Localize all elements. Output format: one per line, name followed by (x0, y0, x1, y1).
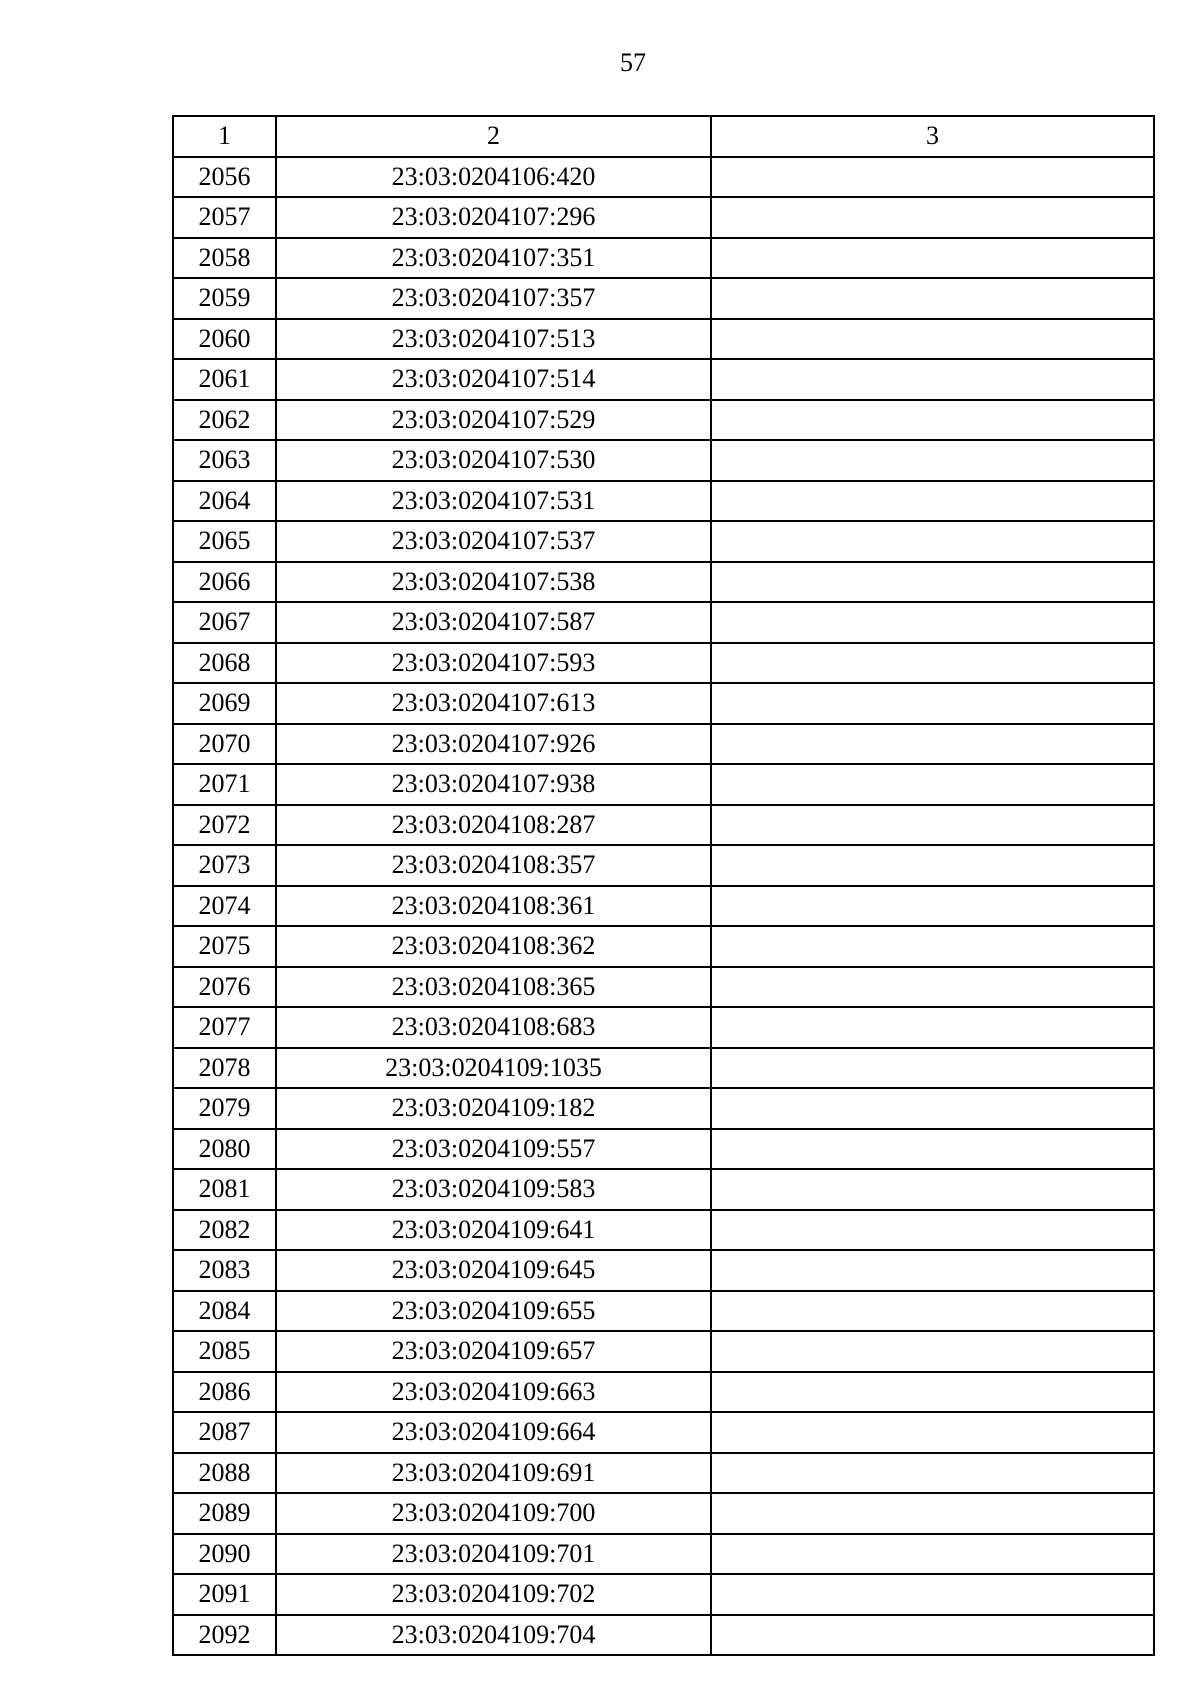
table-row (173, 197, 1154, 238)
table-body (173, 157, 1154, 1656)
note-cell (711, 238, 1154, 279)
row-number-cell: 2080 (173, 1129, 276, 1170)
table-row (173, 1412, 1154, 1453)
cadastral-number-cell: 23:03:0204109:657 (276, 1331, 711, 1372)
note-cell (711, 1331, 1154, 1372)
cadastral-number-cell: 23:03:0204109:182 (276, 1088, 711, 1129)
row-number-cell: 2075 (173, 926, 276, 967)
note-cell (711, 400, 1154, 441)
header-cell-col-3: 3 (711, 116, 1154, 157)
row-number-cell: 2081 (173, 1169, 276, 1210)
note-cell (711, 805, 1154, 846)
note-cell (711, 157, 1154, 198)
note-cell (711, 1210, 1154, 1251)
table-row (173, 1210, 1154, 1251)
row-number-cell: 2066 (173, 562, 276, 603)
row-number-cell: 2090 (173, 1534, 276, 1575)
table-row (173, 1048, 1154, 1089)
cadastral-number-cell: 23:03:0204109:691 (276, 1453, 711, 1494)
table-row (173, 278, 1154, 319)
row-number-cell: 2061 (173, 359, 276, 400)
table-row (173, 1169, 1154, 1210)
note-cell (711, 1048, 1154, 1089)
row-number-cell: 2060 (173, 319, 276, 360)
row-number-cell: 2092 (173, 1615, 276, 1656)
cadastral-number-cell: 23:03:0204108:362 (276, 926, 711, 967)
note-cell (711, 926, 1154, 967)
row-number-cell: 2068 (173, 643, 276, 684)
note-cell (711, 1453, 1154, 1494)
row-number-cell: 2086 (173, 1372, 276, 1413)
note-cell (711, 1088, 1154, 1129)
row-number-cell: 2063 (173, 440, 276, 481)
cadastral-number-cell: 23:03:0204108:361 (276, 886, 711, 927)
note-cell (711, 562, 1154, 603)
cadastral-number-cell: 23:03:0204109:704 (276, 1615, 711, 1656)
table-row (173, 562, 1154, 603)
row-number-cell: 2070 (173, 724, 276, 765)
table-row (173, 886, 1154, 927)
note-cell (711, 359, 1154, 400)
table-row (173, 319, 1154, 360)
cadastral-number-cell: 23:03:0204107:530 (276, 440, 711, 481)
row-number-cell: 2078 (173, 1048, 276, 1089)
table-row (173, 643, 1154, 684)
cadastral-number-cell: 23:03:0204109:702 (276, 1574, 711, 1615)
header-cell-col-2: 2 (276, 116, 711, 157)
row-number-cell: 2056 (173, 157, 276, 198)
row-number-cell: 2076 (173, 967, 276, 1008)
table-row (173, 1331, 1154, 1372)
note-cell (711, 602, 1154, 643)
note-cell (711, 440, 1154, 481)
table-row (173, 481, 1154, 522)
table-row (173, 926, 1154, 967)
cadastral-number-cell: 23:03:0204106:420 (276, 157, 711, 198)
row-number-cell: 2088 (173, 1453, 276, 1494)
cadastral-number-cell: 23:03:0204109:701 (276, 1534, 711, 1575)
note-cell (711, 886, 1154, 927)
note-cell (711, 1291, 1154, 1332)
note-cell (711, 1129, 1154, 1170)
cadastral-number-cell: 23:03:0204107:613 (276, 683, 711, 724)
table-header (173, 116, 1154, 157)
note-cell (711, 764, 1154, 805)
cadastral-number-cell: 23:03:0204107:593 (276, 643, 711, 684)
note-cell (711, 1007, 1154, 1048)
cadastral-number-cell: 23:03:0204107:357 (276, 278, 711, 319)
page-number: 57 (620, 48, 646, 77)
table-row (173, 1250, 1154, 1291)
cadastral-number-cell: 23:03:0204108:683 (276, 1007, 711, 1048)
cadastral-number-cell: 23:03:0204107:537 (276, 521, 711, 562)
row-number-cell: 2087 (173, 1412, 276, 1453)
note-cell (711, 1574, 1154, 1615)
cadastral-number-cell: 23:03:0204108:365 (276, 967, 711, 1008)
cadastral-number-cell: 23:03:0204108:357 (276, 845, 711, 886)
row-number-cell: 2091 (173, 1574, 276, 1615)
table-row (173, 1291, 1154, 1332)
cadastral-number-cell: 23:03:0204109:700 (276, 1493, 711, 1534)
cadastral-number-cell: 23:03:0204109:664 (276, 1412, 711, 1453)
table-row (173, 602, 1154, 643)
cadastral-number-cell: 23:03:0204107:531 (276, 481, 711, 522)
header-row (173, 116, 1154, 157)
note-cell (711, 1615, 1154, 1656)
cadastral-number-cell: 23:03:0204107:296 (276, 197, 711, 238)
table-row (173, 440, 1154, 481)
cadastral-number-cell: 23:03:0204107:926 (276, 724, 711, 765)
note-cell (711, 1412, 1154, 1453)
table-row (173, 967, 1154, 1008)
table-row (173, 1453, 1154, 1494)
cadastral-number-cell: 23:03:0204107:938 (276, 764, 711, 805)
table-row (173, 400, 1154, 441)
cadastral-number-cell: 23:03:0204109:1035 (276, 1048, 711, 1089)
row-number-cell: 2057 (173, 197, 276, 238)
row-number-cell: 2062 (173, 400, 276, 441)
cadastral-number-cell: 23:03:0204109:641 (276, 1210, 711, 1251)
header-cell-col-1: 1 (173, 116, 276, 157)
row-number-cell: 2071 (173, 764, 276, 805)
cadastral-number-cell: 23:03:0204107:538 (276, 562, 711, 603)
table-row (173, 521, 1154, 562)
cadastral-number-cell: 23:03:0204109:557 (276, 1129, 711, 1170)
note-cell (711, 643, 1154, 684)
cadastral-number-cell: 23:03:0204109:663 (276, 1372, 711, 1413)
cadastral-number-cell: 23:03:0204107:351 (276, 238, 711, 279)
cadastral-number-cell: 23:03:0204109:645 (276, 1250, 711, 1291)
note-cell (711, 1493, 1154, 1534)
note-cell (711, 1372, 1154, 1413)
table-row (173, 1372, 1154, 1413)
table-row (173, 157, 1154, 198)
cadastral-table (172, 115, 1155, 1656)
table-row (173, 1129, 1154, 1170)
row-number-cell: 2084 (173, 1291, 276, 1332)
note-cell (711, 521, 1154, 562)
table-row (173, 724, 1154, 765)
row-number-cell: 2064 (173, 481, 276, 522)
table-row (173, 238, 1154, 279)
note-cell (711, 319, 1154, 360)
cadastral-number-cell: 23:03:0204108:287 (276, 805, 711, 846)
note-cell (711, 1169, 1154, 1210)
table-row (173, 1615, 1154, 1656)
row-number-cell: 2058 (173, 238, 276, 279)
table-row (173, 683, 1154, 724)
cadastral-number-cell: 23:03:0204107:513 (276, 319, 711, 360)
row-number-cell: 2067 (173, 602, 276, 643)
row-number-cell: 2069 (173, 683, 276, 724)
row-number-cell: 2082 (173, 1210, 276, 1251)
row-number-cell: 2073 (173, 845, 276, 886)
row-number-cell: 2065 (173, 521, 276, 562)
table-row (173, 1493, 1154, 1534)
note-cell (711, 683, 1154, 724)
table-row (173, 1007, 1154, 1048)
table-row (173, 764, 1154, 805)
note-cell (711, 967, 1154, 1008)
row-number-cell: 2074 (173, 886, 276, 927)
table-row (173, 359, 1154, 400)
row-number-cell: 2059 (173, 278, 276, 319)
note-cell (711, 278, 1154, 319)
cadastral-number-cell: 23:03:0204107:587 (276, 602, 711, 643)
row-number-cell: 2089 (173, 1493, 276, 1534)
row-number-cell: 2083 (173, 1250, 276, 1291)
table-row (173, 1534, 1154, 1575)
table-row (173, 1088, 1154, 1129)
cadastral-number-cell: 23:03:0204107:514 (276, 359, 711, 400)
note-cell (711, 724, 1154, 765)
row-number-cell: 2072 (173, 805, 276, 846)
table-row (173, 805, 1154, 846)
cadastral-number-cell: 23:03:0204109:655 (276, 1291, 711, 1332)
note-cell (711, 481, 1154, 522)
row-number-cell: 2079 (173, 1088, 276, 1129)
note-cell (711, 1534, 1154, 1575)
note-cell (711, 845, 1154, 886)
row-number-cell: 2085 (173, 1331, 276, 1372)
cadastral-number-cell: 23:03:0204109:583 (276, 1169, 711, 1210)
table-row (173, 845, 1154, 886)
row-number-cell: 2077 (173, 1007, 276, 1048)
table-row (173, 1574, 1154, 1615)
cadastral-number-cell: 23:03:0204107:529 (276, 400, 711, 441)
note-cell (711, 1250, 1154, 1291)
note-cell (711, 197, 1154, 238)
